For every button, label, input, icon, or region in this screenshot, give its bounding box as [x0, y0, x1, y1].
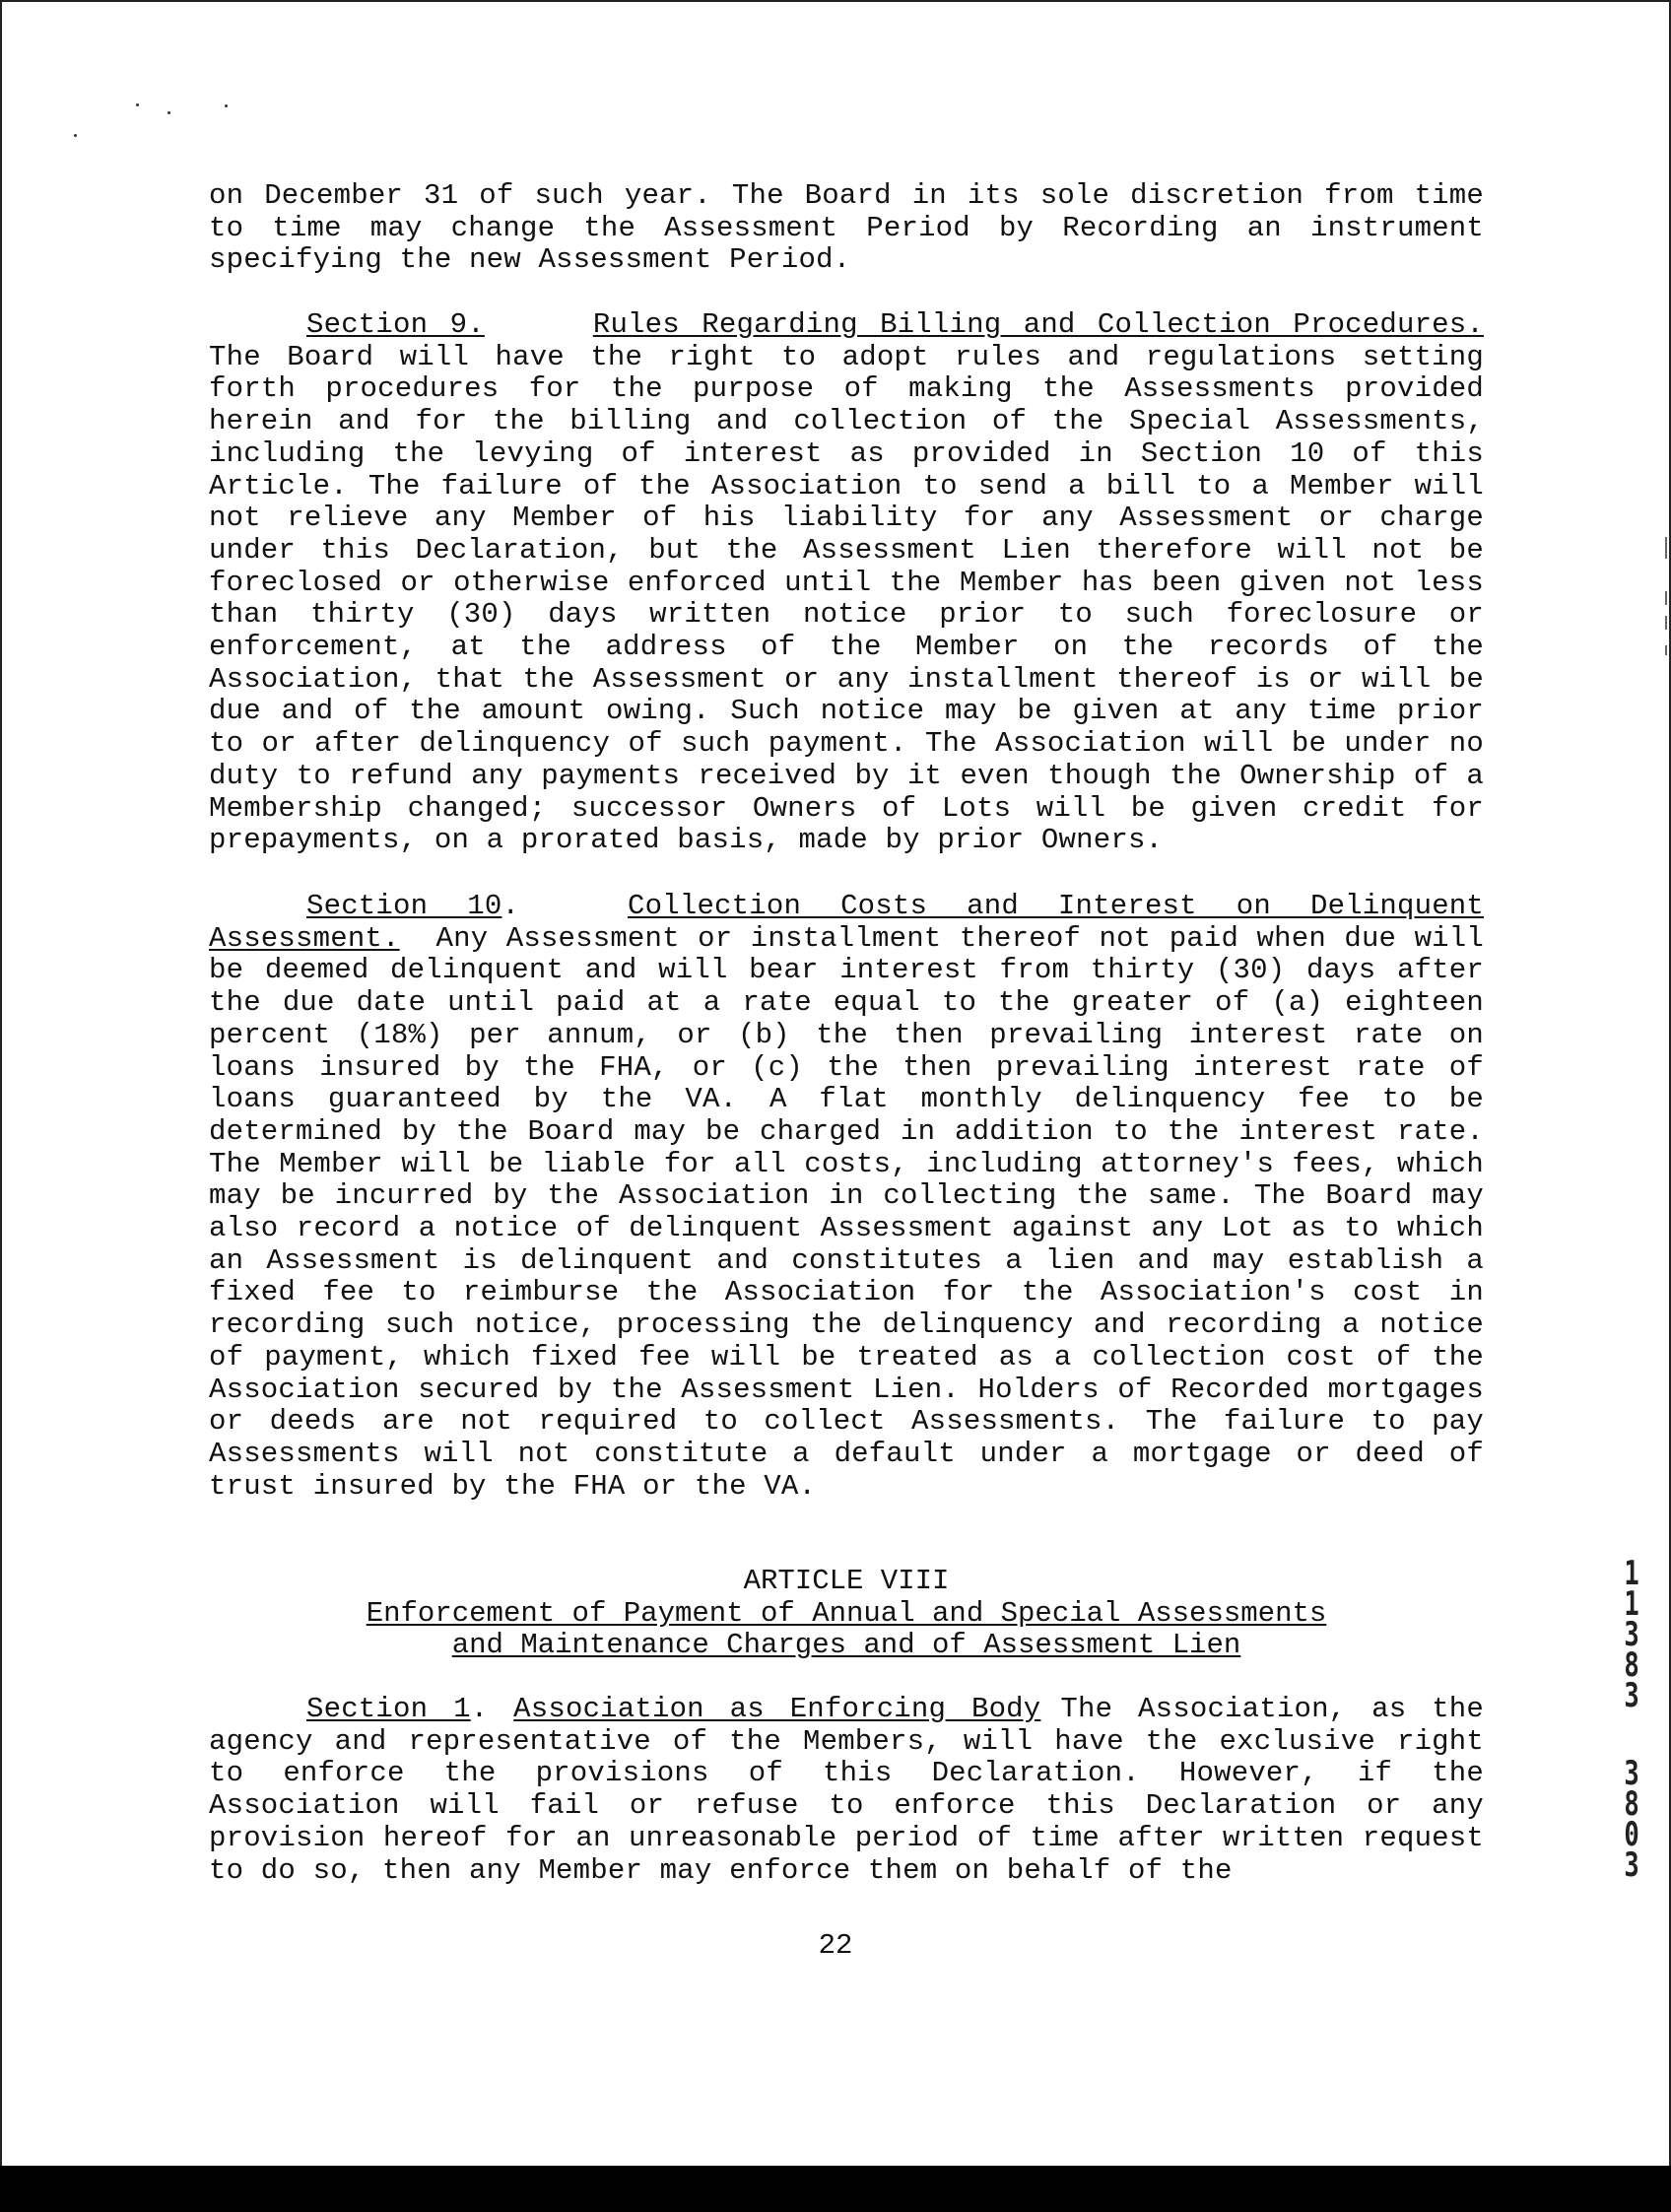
article-section-1-label: Section 1: [306, 1693, 471, 1725]
page-number: 22: [818, 1929, 853, 1962]
article-section-1-body: The Association, as the agency and representative of the Members, will have the exclusive right to enforce the provisions of this Declaration. However, if the Association will fail or refuse to enforce this Declaration or any provision hereof for an unreasonable period of time after written request to do so, then any Member may enforce them on behalf of the: [209, 1693, 1484, 1887]
article-heading-block: [209, 1566, 1484, 1662]
section-10-label: Section 10: [306, 890, 502, 922]
section-9-label: Section 9.: [306, 308, 485, 341]
article-section-1-title: Association as Enforcing Body: [513, 1693, 1041, 1725]
article-section-1-paragraph: Section 1. Association as Enforcing Body The Association, as the agency and representative of the Members, will have the exclusive right to enforce the provisions of this Declaration. However, if the Association will fail or refuse to enforce this Declaration or any provision hereof for an unreasonable period of time after written request to do so, then any Member may enforce them on behalf of the: [209, 1693, 1484, 1887]
scan-edge-mark: [1665, 645, 1667, 655]
stamp-digit: 8: [1624, 1645, 1639, 1685]
article-subtitle-line-2: and Maintenance Charges and of Assessment Lien: [451, 1629, 1241, 1662]
stamp-digit: 0: [1624, 1815, 1639, 1854]
section-10-paragraph: Section 10. Collection Costs and Interest on Delinquent Assessment. Any Assessment or installment thereof not paid when due will be deemed delinquent and will bear interest from thirty (30) days after the due date until paid at a rate equal to the greater of (a) eighteen percent (18%) per annum, or (b) the then prevailing interest rate on loans insured by the FHA, or (c) the then prevailing interest rate of loans guaranteed by the VA. A flat monthly delinquency fee to be determined by the Board may be charged in addition to the interest rate. The Member will be liable for all costs, including attorney's fees, which may be incurred by the Association in collecting the same. The Board may also record a notice of delinquent Assessment against any Lot as to which an Assessment is delinquent and constitutes a lien and may establish a fixed fee to reimburse the Association for the Association's cost in recording such notice, processing the delinquency and recording a notice of payment, which fixed fee will be treated as a collection cost of the Association secured by the Assessment Lien. Holders of Recorded mortgages or deeds are not required to collect Assessments. The failure to pay Assessments will not constitute a default under a mortgage or deed of trust insured by the FHA or the VA.: [209, 890, 1484, 1503]
section-9-paragraph: [209, 309, 1484, 857]
stamp-digit: 8: [1624, 1784, 1639, 1824]
intro-paragraph: on December 31 of such year. The Board in its sole discretion from time to time may change the Assessment Period by Recording an instrument specifying the new Assessment Period.: [209, 179, 1484, 277]
stamp-digit: 3: [1624, 1676, 1639, 1715]
section-10-title: Collection Costs and Interest on Delinquent Assessment.: [209, 890, 1484, 955]
stamp-digit: 3: [1624, 1754, 1639, 1793]
scan-border-top: [0, 0, 1671, 2]
section-9-body: The Board will have the right to adopt rules and regulations setting forth procedures for the purpose of making the Assessments provided herein and for the billing and collection of the Special Assessments, including the levying of interest as provided in Section 10 of this Article. The failure of the Association to send a bill to a Member will not relieve any Member of his liability for any Assessment or charge under this Declaration, but the Assessment Lien therefore will not be foreclosed or otherwise enforced until the Member has been given not less than thirty (30) days written notice prior to such foreclosure or enforcement, at the address of the Member on the records of the Association, that the Assessment or any installment thereof is or will be due and of the amount owing. Such notice may be given at any time prior to or after delinquency of such payment. The Association will be under no duty to refund any payments received by it even though the Ownership of a Membership changed; successor Owners of Lots will be given credit for prepayments, on a prorated basis, made by prior Owners.: [209, 340, 1484, 857]
scan-border-left: [0, 0, 2, 2168]
scan-speck: [225, 104, 228, 107]
stamp-digit: 1: [1624, 1584, 1639, 1624]
section-10-body: Any Assessment or installment thereof not paid when due will be deemed delinquent and will bear interest from thirty (30) days after the due date until paid at a rate equal to the greater of (a) eighteen percent (18%) per annum, or (b) the then prevailing interest rate on loans insured by the FHA, or (c) the then prevailing interest rate of loans guaranteed by the VA. A flat monthly delinquency fee to be determined by the Board may be charged in addition to the interest rate. The Member will be liable for all costs, including attorney's fees, which may be incurred by the Association in collecting the same. The Board may also record a notice of delinquent Assessment against any Lot as to which an Assessment is delinquent and constitutes a lien and may establish a fixed fee to reimburse the Association for the Association's cost in recording such notice, processing the delinquency and recording a notice of payment, which fixed fee will be treated as a collection cost of the Association secured by the Assessment Lien. Holders of Recorded mortgages or deeds are not required to collect Assessments. The failure to pay Assessments will not constitute a default under a mortgage or deed of trust insured by the FHA or the VA.: [209, 921, 1484, 1503]
scan-edge-mark: [1665, 537, 1667, 559]
stamp-digit: 3: [1624, 1845, 1639, 1885]
scan-edge-mark: [1665, 591, 1667, 605]
article-subtitle-line-1: Enforcement of Payment of Annual and Special Assessments: [366, 1596, 1327, 1630]
section-9-title: Rules Regarding Billing and Collection Procedures.: [592, 308, 1484, 341]
stamp-digit: 3: [1624, 1615, 1639, 1654]
scan-bottom-bar: [0, 2166, 1671, 2212]
scan-edge-mark: [1665, 616, 1667, 630]
scan-speck: [74, 134, 77, 137]
article-heading: ARTICLE VIII: [743, 1565, 950, 1597]
scan-speck: [136, 103, 139, 106]
stamp-digit: 1: [1624, 1554, 1639, 1593]
recording-number-stamp: [1617, 1554, 1646, 1885]
scan-speck: [167, 111, 170, 114]
